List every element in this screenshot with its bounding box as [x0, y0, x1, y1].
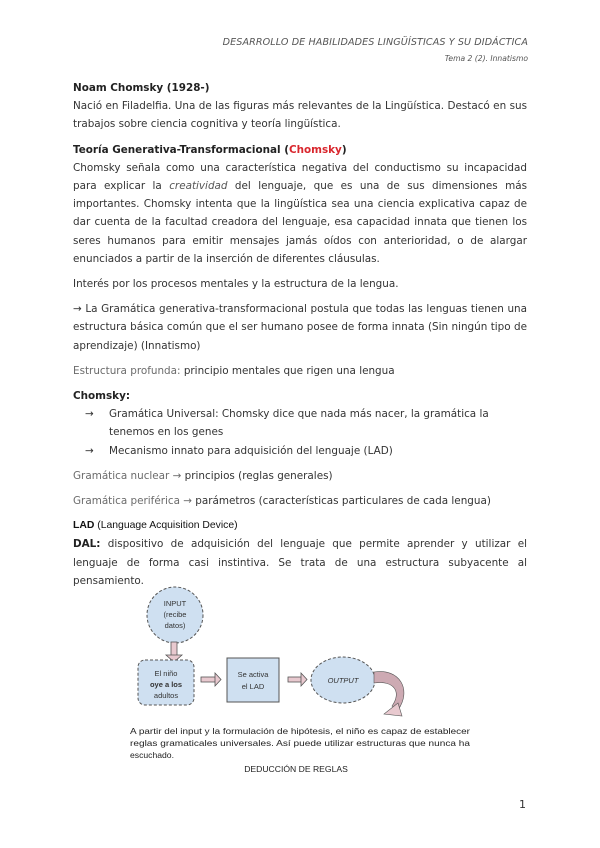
child-label-1: El niño: [154, 669, 178, 678]
lad-acronym: LAD: [73, 520, 95, 532]
input-label-1: INPUT: [163, 599, 187, 608]
theory-text-a: Chomsky señala como una característica negativa del conductismo su incapacidad para explicar la: [73, 161, 527, 193]
diagram-caption-2: reglas gramaticales universales. Así puede utilizar estructuras que nunca ha: [130, 738, 471, 748]
chomsky-list-heading: Chomsky:: [73, 390, 131, 403]
nuclear-grammar-text: principios (reglas generales): [181, 469, 333, 482]
bio-heading: Noam Chomsky (1928-): [73, 82, 210, 94]
page-number: 1: [519, 798, 526, 811]
deep-structure-text: principio mentales que rigen una lengua: [180, 364, 395, 377]
arrow-right-icon: →: [85, 408, 94, 421]
document-header-subtitle: Tema 2 (2). Innatismo: [444, 54, 528, 63]
input-label-2: (recibe: [163, 610, 187, 619]
theory-heading-end: ): [341, 143, 347, 156]
lad-box: [227, 658, 279, 702]
output-label: OUTPUT: [327, 676, 359, 685]
deep-structure-label: Estructura profunda:: [73, 364, 181, 377]
child-label-3: adultos: [153, 691, 179, 700]
theory-text-b: del lenguaje, que es una de sus dimensiones más importantes. Chomsky intenta que la lingüística sea una ciencia explicativa capaz de dar cuenta de la facultad creadora del lenguaje, esa capacidad innata que tienen los seres humanos para emitir mensajes jamás oídos con anterioridad, o de alargar enunciados a partir de la inserción de diferentes cláusulas.: [73, 180, 527, 265]
input-label-3: datos): [164, 621, 186, 630]
arrow-right-icon: →: [85, 444, 94, 457]
lad-expansion: (Language Acquisition Device): [94, 520, 238, 532]
rule-deduction-title: DEDUCCIÓN DE REGLAS: [244, 764, 348, 774]
creativity-term: creatividad: [169, 180, 228, 193]
lad-box-label-2: el LAD: [241, 682, 265, 691]
diagram-caption-1: A partir del input y la formulación de hipótesis, el niño es capaz de establecer: [130, 726, 471, 736]
arrow-down-icon: [166, 642, 182, 662]
curved-arrow-icon: [374, 672, 404, 716]
child-label-2: oye a los: [149, 680, 183, 689]
arrow-right-icon: [288, 673, 307, 686]
peripheral-grammar-label: Gramática periférica →: [73, 495, 192, 508]
interest-paragraph: Interés por los procesos mentales y la estructura de la lengua.: [73, 278, 399, 291]
peripheral-grammar-text: parámetros (características particulares de cada lengua): [191, 495, 491, 508]
list-item-text: Mecanismo innato para adquisición del lenguaje (LAD): [109, 444, 393, 457]
document-header-title: DESARROLLO DE HABILIDADES LINGÜÍSTICAS Y SU DIDÁCTICA: [222, 37, 528, 48]
dal-label: DAL:: [73, 538, 101, 551]
dal-text: dispositivo de adquisición del lenguaje que permite aprender y utilizar el lenguaje de forma casi instintiva. Se trata de una estructura subyacente al pensamiento.: [73, 538, 527, 587]
postulate-paragraph: → La Gramática generativa-transformacional postula que todas las lenguas tienen una estructura básica común que el ser humano posee de forma innata (Sin ningún tipo de aprendizaje) (Innatismo): [73, 303, 527, 352]
diagram-caption-3: escuchado.: [130, 750, 174, 760]
list-item-text: Gramática Universal: Chomsky dice que nada más nacer, la gramática la tenemos en los genes: [109, 408, 489, 439]
lad-box-label-1: Se activa: [237, 670, 269, 679]
nuclear-grammar-label: Gramática nuclear →: [73, 469, 182, 482]
arrow-right-icon: [201, 673, 221, 686]
theory-heading-author: Chomsky: [288, 143, 342, 156]
theory-heading-text: Teoría Generativa-Transformacional (: [73, 143, 289, 156]
bio-text: Nació en Filadelfia. Una de las figuras más relevantes de la Lingüística. Destacó en sus trabajos sobre ciencia cognitiva y teoría lingüística.: [73, 100, 527, 131]
